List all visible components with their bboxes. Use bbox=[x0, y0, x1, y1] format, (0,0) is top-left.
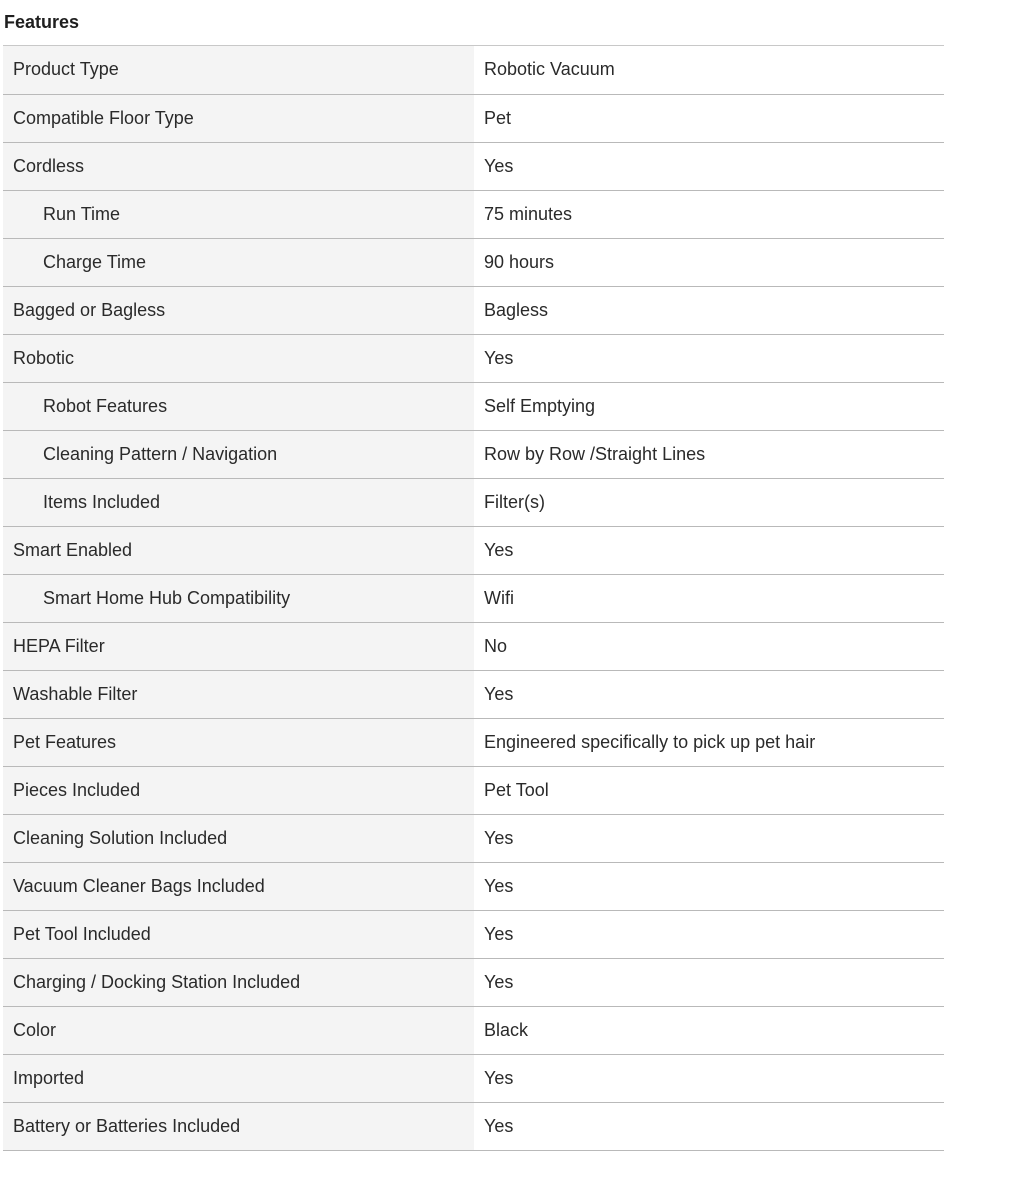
row-value: Row by Row /Straight Lines bbox=[474, 430, 944, 478]
table-row bbox=[3, 430, 944, 478]
table-row bbox=[3, 1102, 944, 1150]
row-value: Robotic Vacuum bbox=[474, 46, 944, 94]
table-row bbox=[3, 190, 944, 238]
row-label: Washable Filter bbox=[3, 670, 474, 718]
table-row bbox=[3, 862, 944, 910]
table-row bbox=[3, 718, 944, 766]
row-value: Bagless bbox=[474, 286, 944, 334]
row-label: Color bbox=[3, 1006, 474, 1054]
row-label: HEPA Filter bbox=[3, 622, 474, 670]
row-value: Black bbox=[474, 1006, 944, 1054]
section-title-text: Features bbox=[4, 12, 80, 32]
row-label: Vacuum Cleaner Bags Included bbox=[3, 862, 474, 910]
table-row bbox=[3, 1054, 944, 1102]
section-title bbox=[3, 0, 944, 46]
row-value: Pet bbox=[474, 94, 944, 142]
table-row bbox=[3, 958, 944, 1006]
row-value: No bbox=[474, 622, 944, 670]
table-row bbox=[3, 670, 944, 718]
features-section bbox=[3, 0, 944, 1151]
row-label: Compatible Floor Type bbox=[3, 94, 474, 142]
row-label: Cordless bbox=[3, 142, 474, 190]
row-value: Yes bbox=[474, 862, 944, 910]
row-label: Pieces Included bbox=[3, 766, 474, 814]
row-label: Charge Time bbox=[3, 238, 474, 286]
row-label: Product Type bbox=[3, 46, 474, 94]
row-value: Yes bbox=[474, 814, 944, 862]
table-row bbox=[3, 142, 944, 190]
row-label: Items Included bbox=[3, 478, 474, 526]
row-label: Run Time bbox=[3, 190, 474, 238]
row-label: Robotic bbox=[3, 334, 474, 382]
row-value: Engineered specifically to pick up pet hair bbox=[474, 718, 944, 766]
features-table-body bbox=[3, 46, 944, 1150]
row-label: Cleaning Solution Included bbox=[3, 814, 474, 862]
table-row bbox=[3, 238, 944, 286]
row-label: Pet Tool Included bbox=[3, 910, 474, 958]
table-row bbox=[3, 478, 944, 526]
features-table bbox=[3, 46, 944, 1151]
row-value: Yes bbox=[474, 1054, 944, 1102]
row-value: 75 minutes bbox=[474, 190, 944, 238]
table-row bbox=[3, 766, 944, 814]
table-row bbox=[3, 334, 944, 382]
table-row bbox=[3, 526, 944, 574]
row-label: Battery or Batteries Included bbox=[3, 1102, 474, 1150]
row-value: Yes bbox=[474, 1102, 944, 1150]
row-value: Filter(s) bbox=[474, 478, 944, 526]
row-label: Charging / Docking Station Included bbox=[3, 958, 474, 1006]
row-label: Smart Enabled bbox=[3, 526, 474, 574]
row-value: 90 hours bbox=[474, 238, 944, 286]
table-row bbox=[3, 46, 944, 94]
row-value: Self Emptying bbox=[474, 382, 944, 430]
table-row bbox=[3, 1006, 944, 1054]
row-value: Yes bbox=[474, 526, 944, 574]
row-label: Pet Features bbox=[3, 718, 474, 766]
row-label: Smart Home Hub Compatibility bbox=[3, 574, 474, 622]
row-value: Yes bbox=[474, 142, 944, 190]
row-value: Yes bbox=[474, 958, 944, 1006]
table-row bbox=[3, 94, 944, 142]
table-row bbox=[3, 286, 944, 334]
row-label: Imported bbox=[3, 1054, 474, 1102]
row-label: Robot Features bbox=[3, 382, 474, 430]
row-value: Pet Tool bbox=[474, 766, 944, 814]
row-value: Yes bbox=[474, 334, 944, 382]
row-label: Bagged or Bagless bbox=[3, 286, 474, 334]
row-value: Yes bbox=[474, 670, 944, 718]
row-value: Yes bbox=[474, 910, 944, 958]
table-row bbox=[3, 574, 944, 622]
table-row bbox=[3, 382, 944, 430]
row-value: Wifi bbox=[474, 574, 944, 622]
row-label: Cleaning Pattern / Navigation bbox=[3, 430, 474, 478]
table-row bbox=[3, 910, 944, 958]
table-row bbox=[3, 622, 944, 670]
table-row bbox=[3, 814, 944, 862]
